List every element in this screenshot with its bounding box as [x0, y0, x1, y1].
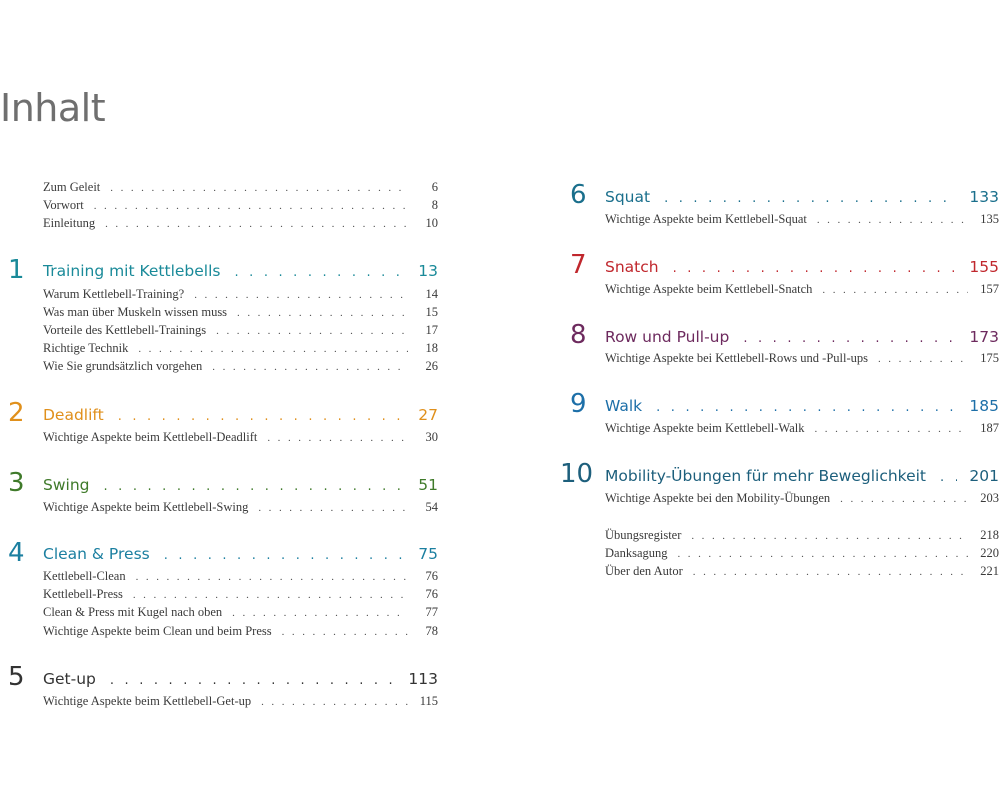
chapter-number: 1 [8, 255, 25, 285]
chapter-heading[interactable] [43, 262, 438, 280]
chapter-heading[interactable] [605, 397, 999, 415]
entry-page: 78 [425, 624, 438, 638]
entry-page: 218 [980, 528, 999, 542]
chapter-heading[interactable] [43, 670, 438, 688]
leader-dots [216, 325, 408, 337]
entry-page: 203 [980, 491, 999, 505]
chapter-title: Squat [605, 188, 651, 206]
leader-dots [817, 214, 968, 226]
toc-entry[interactable] [43, 341, 438, 359]
entry-page: 187 [980, 421, 999, 435]
entry-label: Wie Sie grundsätzlich vorgehen [43, 359, 203, 373]
entry-label: Einleitung [43, 216, 96, 230]
chapter-title: Deadlift [43, 406, 104, 424]
toc-entry-front[interactable] [43, 216, 438, 234]
toc-entry[interactable] [43, 624, 438, 642]
chapter-title: Get-up [43, 670, 96, 688]
leader-dots [194, 289, 408, 301]
leader-dots [118, 409, 407, 424]
entry-page: 221 [980, 564, 999, 578]
leader-dots [164, 548, 407, 563]
entry-page: 26 [425, 359, 438, 373]
chapter-page: 173 [969, 328, 999, 346]
entry-page: 54 [425, 500, 438, 514]
entry-label: Wichtige Aspekte beim Kettlebell-Deadlift [43, 430, 258, 444]
chapter-number: 10 [560, 459, 594, 489]
leader-dots [104, 479, 407, 494]
toc-entry[interactable] [605, 351, 999, 369]
leader-dots [743, 331, 957, 346]
toc-entry[interactable] [43, 569, 438, 587]
chapter-title: Row und Pull-up [605, 328, 730, 346]
entry-label: Clean & Press mit Kugel nach oben [43, 605, 223, 619]
chapter-page: 155 [969, 258, 999, 276]
leader-dots [664, 191, 957, 206]
entry-label: Wichtige Aspekte beim Kettlebell-Swing [43, 500, 249, 514]
chapter-number: 8 [570, 320, 587, 350]
entry-page: 10 [425, 216, 438, 230]
chapter-title: Walk [605, 397, 643, 415]
toc-entry[interactable] [605, 491, 999, 509]
toc-entry[interactable] [605, 212, 999, 230]
entry-page: 14 [425, 287, 438, 301]
toc-entry[interactable] [43, 500, 438, 518]
entry-label: Wichtige Aspekte beim Kettlebell-Snatch [605, 282, 813, 296]
leader-dots [267, 432, 408, 444]
entry-label: Richtige Technik [43, 341, 129, 355]
page-title: Inhalt [0, 86, 106, 130]
leader-dots [878, 353, 968, 365]
toc-entry[interactable] [43, 430, 438, 448]
leader-dots [258, 502, 408, 514]
chapter-page: 27 [418, 406, 438, 424]
chapter-page: 113 [408, 670, 438, 688]
entry-label: Wichtige Aspekte bei Kettlebell-Rows und -Pull-ups [605, 351, 868, 365]
leader-dots [840, 493, 968, 505]
chapter-page: 185 [969, 397, 999, 415]
entry-label: Wichtige Aspekte beim Kettlebell-Get-up [43, 694, 252, 708]
chapter-title: Swing [43, 476, 90, 494]
entry-label: Danksagung [605, 546, 668, 560]
entry-label: Wichtige Aspekte bei den Mobility-Übungen [605, 491, 831, 505]
toc-entry-back[interactable] [605, 564, 999, 582]
toc-entry[interactable] [605, 421, 999, 439]
entry-page: 157 [980, 282, 999, 296]
leader-dots [94, 200, 408, 212]
entry-label: Über den Autor [605, 564, 683, 578]
toc-entry[interactable] [43, 359, 438, 377]
entry-page: 220 [980, 546, 999, 560]
entry-label: Wichtige Aspekte beim Kettlebell-Squat [605, 212, 807, 226]
chapter-number: 9 [570, 389, 587, 419]
entry-page: 6 [431, 180, 438, 194]
chapter-number: 7 [570, 250, 587, 280]
entry-page: 15 [425, 305, 438, 319]
leader-dots [110, 673, 397, 688]
leader-dots [656, 400, 957, 415]
leader-dots [814, 423, 968, 435]
toc-entry[interactable] [605, 282, 999, 300]
leader-dots [105, 218, 408, 230]
chapter-number: 5 [8, 662, 25, 692]
entry-page: 76 [425, 587, 438, 601]
chapter-page: 75 [418, 545, 438, 563]
chapter-number: 6 [570, 180, 587, 210]
entry-page: 135 [980, 212, 999, 226]
leader-dots [282, 626, 408, 638]
chapter-number: 4 [8, 538, 25, 568]
entry-label: Wichtige Aspekte beim Kettlebell-Walk [605, 421, 805, 435]
chapter-title: Mobility-Übungen für mehr Beweglichkeit [605, 467, 927, 485]
toc-entry-front[interactable] [43, 180, 438, 198]
entry-label: Warum Kettlebell-Training? [43, 287, 185, 301]
leader-dots [678, 548, 969, 560]
chapter-page: 133 [969, 188, 999, 206]
chapter-title: Clean & Press [43, 545, 150, 563]
leader-dots [673, 261, 958, 276]
toc-entry[interactable] [43, 605, 438, 623]
leader-dots [237, 307, 408, 319]
chapter-page: 201 [969, 467, 999, 485]
chapter-page: 51 [418, 476, 438, 494]
leader-dots [212, 361, 408, 373]
entry-page: 77 [425, 605, 438, 619]
entry-page: 76 [425, 569, 438, 583]
chapter-title: Training mit Kettlebells [43, 262, 221, 280]
toc-entry[interactable] [43, 587, 438, 605]
toc-entry[interactable] [43, 323, 438, 341]
toc-entry-back[interactable] [605, 528, 999, 546]
chapter-heading[interactable] [605, 467, 999, 485]
entry-label: Kettlebell-Press [43, 587, 123, 601]
leader-dots [693, 566, 968, 578]
leader-dots [940, 470, 957, 485]
chapter-number: 2 [8, 398, 25, 428]
entry-page: 17 [425, 323, 438, 337]
entry-label: Übungsregister [605, 528, 682, 542]
entry-page: 30 [425, 430, 438, 444]
toc-entry-back[interactable] [605, 546, 999, 564]
leader-dots [691, 530, 968, 542]
leader-dots [232, 607, 408, 619]
chapter-heading[interactable] [605, 188, 999, 206]
chapter-heading[interactable] [605, 328, 999, 346]
chapter-heading[interactable] [605, 258, 999, 276]
toc-entry[interactable] [43, 287, 438, 305]
chapter-heading[interactable] [43, 545, 438, 563]
leader-dots [235, 265, 407, 280]
leader-dots [133, 589, 408, 601]
entry-label: Vorwort [43, 198, 84, 212]
chapter-number: 3 [8, 468, 25, 498]
entry-page: 175 [980, 351, 999, 365]
entry-label: Wichtige Aspekte beim Clean und beim Press [43, 624, 272, 638]
entry-label: Was man über Muskeln wissen muss [43, 305, 228, 319]
entry-page: 115 [419, 694, 438, 708]
entry-label: Kettlebell-Clean [43, 569, 126, 583]
leader-dots [110, 182, 408, 194]
entry-page: 8 [431, 198, 438, 212]
toc-entry[interactable] [43, 694, 438, 712]
leader-dots [822, 284, 968, 296]
toc-entry[interactable] [43, 305, 438, 323]
leader-dots [261, 696, 408, 708]
chapter-title: Snatch [605, 258, 659, 276]
chapter-heading[interactable] [43, 406, 438, 424]
chapter-heading[interactable] [43, 476, 438, 494]
entry-label: Vorteile des Kettlebell-Trainings [43, 323, 207, 337]
entry-label: Zum Geleit [43, 180, 101, 194]
entry-page: 18 [425, 341, 438, 355]
leader-dots [138, 343, 408, 355]
chapter-page: 13 [418, 262, 438, 280]
toc-entry-front[interactable] [43, 198, 438, 216]
leader-dots [136, 571, 408, 583]
